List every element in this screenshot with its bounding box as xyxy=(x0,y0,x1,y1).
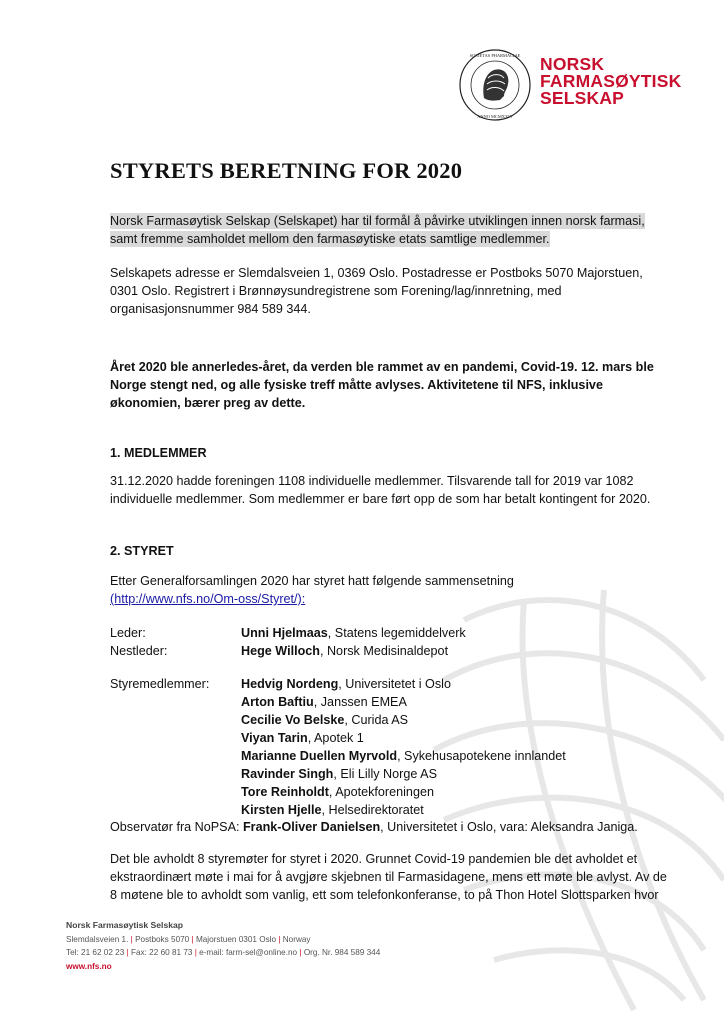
address-paragraph: Selskapets adresse er Slemdalsveien 1, 0369 Oslo. Postadresse er Postboks 5070 Majorstuen, 0301 Oslo. Registrert i Brønnøysundregistrene som Forening/lag/innretning, med organisasjonsnummer 984 589 344. xyxy=(110,266,643,316)
footer-address-city: Majorstuen 0301 Oslo xyxy=(195,934,277,944)
footer-email[interactable]: e-mail: farm-sel@online.no xyxy=(199,948,298,957)
member-name: Hedvig Nordeng xyxy=(241,677,339,691)
leader-row xyxy=(110,624,466,642)
observer-org: , Universitetet i Oslo, vara: Aleksandra Janiga. xyxy=(380,820,638,834)
footer-address-street: Slemdalsveien 1. xyxy=(66,934,129,944)
observer-label: Observatør fra NoPSA: xyxy=(110,820,243,834)
footer-org: Norsk Farmasøytisk Selskap xyxy=(66,920,184,930)
member-org: , Sykehusapotekene innlandet xyxy=(397,749,566,763)
page-footer xyxy=(66,919,380,973)
footer-address-pobox: Postboks 5070 xyxy=(135,934,190,944)
footer-website-link[interactable]: www.nfs.no xyxy=(66,961,112,971)
member-name: Marianne Duellen Myrvold xyxy=(241,749,398,763)
footer-address-country: Norway xyxy=(282,934,311,944)
member-org: , Universitetet i Oslo xyxy=(338,677,451,691)
member-name: Tore Reinholdt xyxy=(241,785,329,799)
leader-label: Leder: xyxy=(110,626,146,640)
footer-phone: Tel: 21 62 02 23 xyxy=(66,948,125,957)
members-label: Styremedlemmer: xyxy=(110,677,210,691)
logo-line-1: NORSK xyxy=(540,54,605,74)
deputy-name: Hege Willoch xyxy=(241,644,320,658)
list-item xyxy=(241,711,566,729)
list-item xyxy=(241,693,566,711)
member-name: Cecilie Vo Belske xyxy=(241,713,345,727)
member-org: , Janssen EMEA xyxy=(313,695,407,709)
list-item xyxy=(241,747,566,765)
member-name: Arton Baftiu xyxy=(241,695,314,709)
footer-address: Slemdalsveien 1. | Postboks 5070 | Majorstuen 0301 Oslo | Norway xyxy=(66,934,311,944)
list-item xyxy=(241,675,566,693)
member-name: Kirsten Hjelle xyxy=(241,803,322,817)
intro-paragraph xyxy=(110,212,670,248)
leader-org: , Statens legemiddelverk xyxy=(327,626,466,640)
nfs-logo xyxy=(458,44,698,130)
meetings-paragraph: Det ble avholdt 8 styremøter for styret i 2020. Grunnet Covid-19 pandemien ble det avholdet et ekstraordinært møte i mai for å avgjøre skjebnen til Farmasidagene, mens ett møte ble avlyst. Av de 8 møtene ble to avholdt som vanlig, ett som telefonkonferanse, to på Thon Hotel Slottsparken hvor xyxy=(110,852,667,902)
observer-row xyxy=(110,818,638,836)
covid-paragraph: Året 2020 ble annerledes-året, da verden ble rammet av en pandemi, Covid-19. 12. mars ble Norge stengt ned, og alle fysiske treff måtte avlyses. Aktivitetene til NFS, inklusive økonomien, bærer preg av dette. xyxy=(110,360,654,410)
member-org: , Helsedirektoratet xyxy=(321,803,424,817)
deputy-label: Nestleder: xyxy=(110,644,168,658)
member-name: Ravinder Singh xyxy=(241,767,334,781)
logo-line-2: FARMASØYTISK xyxy=(540,71,682,91)
observer-name: Frank-Oliver Danielsen xyxy=(242,820,381,834)
svg-text:ANNO MCMXXIV: ANNO MCMXXIV xyxy=(477,114,513,119)
list-item xyxy=(241,729,566,747)
logo-wordmark xyxy=(540,56,681,107)
footer-contact: Tel: 21 62 02 23 | Fax: 22 60 81 73 | e-mail: farm-sel@online.no | Org. Nr. 984 589 344 xyxy=(66,948,381,957)
board-member-list xyxy=(241,675,566,819)
board-intro-text: Etter Generalforsamlingen 2020 har styret hatt følgende sammensetning xyxy=(110,574,514,588)
board-link[interactable]: (http://www.nfs.no/Om-oss/Styret/): xyxy=(110,592,306,606)
member-org: , Apotek 1 xyxy=(307,731,364,745)
members-paragraph: 31.12.2020 hadde foreningen 1108 individuelle medlemmer. Tilsvarende tall for 2019 var 1082 individuelle medlemmer. Som medlemmer er bare ført opp de som har betalt kontingent for 2020. xyxy=(110,474,651,506)
intro-text: Norsk Farmasøytisk Selskap (Selskapet) har til formål å påvirke utviklingen innen norsk farmasi, samt fremme samholdet mellom den farmasøytiske etats samtlige medlemmer. xyxy=(110,214,645,246)
list-item xyxy=(241,801,566,819)
section-1-heading: 1. MEDLEMMER xyxy=(110,446,207,460)
page-title: STYRETS BERETNING FOR 2020 xyxy=(110,158,463,183)
footer-org-number: Org. Nr. 984 589 344 xyxy=(303,948,381,957)
section-2-heading: 2. STYRET xyxy=(110,544,174,558)
member-name: Viyan Tarin xyxy=(241,731,308,745)
list-item xyxy=(241,783,566,801)
list-item xyxy=(241,765,566,783)
board-intro xyxy=(110,572,670,608)
footer-fax: Fax: 22 60 81 73 xyxy=(130,948,193,957)
deputy-org: , Norsk Medisinaldepot xyxy=(319,644,449,658)
leader-name: Unni Hjelmaas xyxy=(241,626,328,640)
svg-text:SOCIETAS PHARMACIAE: SOCIETAS PHARMACIAE xyxy=(469,53,521,58)
member-org: , Apotekforeningen xyxy=(328,785,434,799)
member-org: , Curida AS xyxy=(344,713,409,727)
member-org: , Eli Lilly Norge AS xyxy=(333,767,437,781)
deputy-row xyxy=(110,642,448,660)
society-seal-icon xyxy=(458,48,532,122)
logo-line-3: SELSKAP xyxy=(540,88,625,108)
